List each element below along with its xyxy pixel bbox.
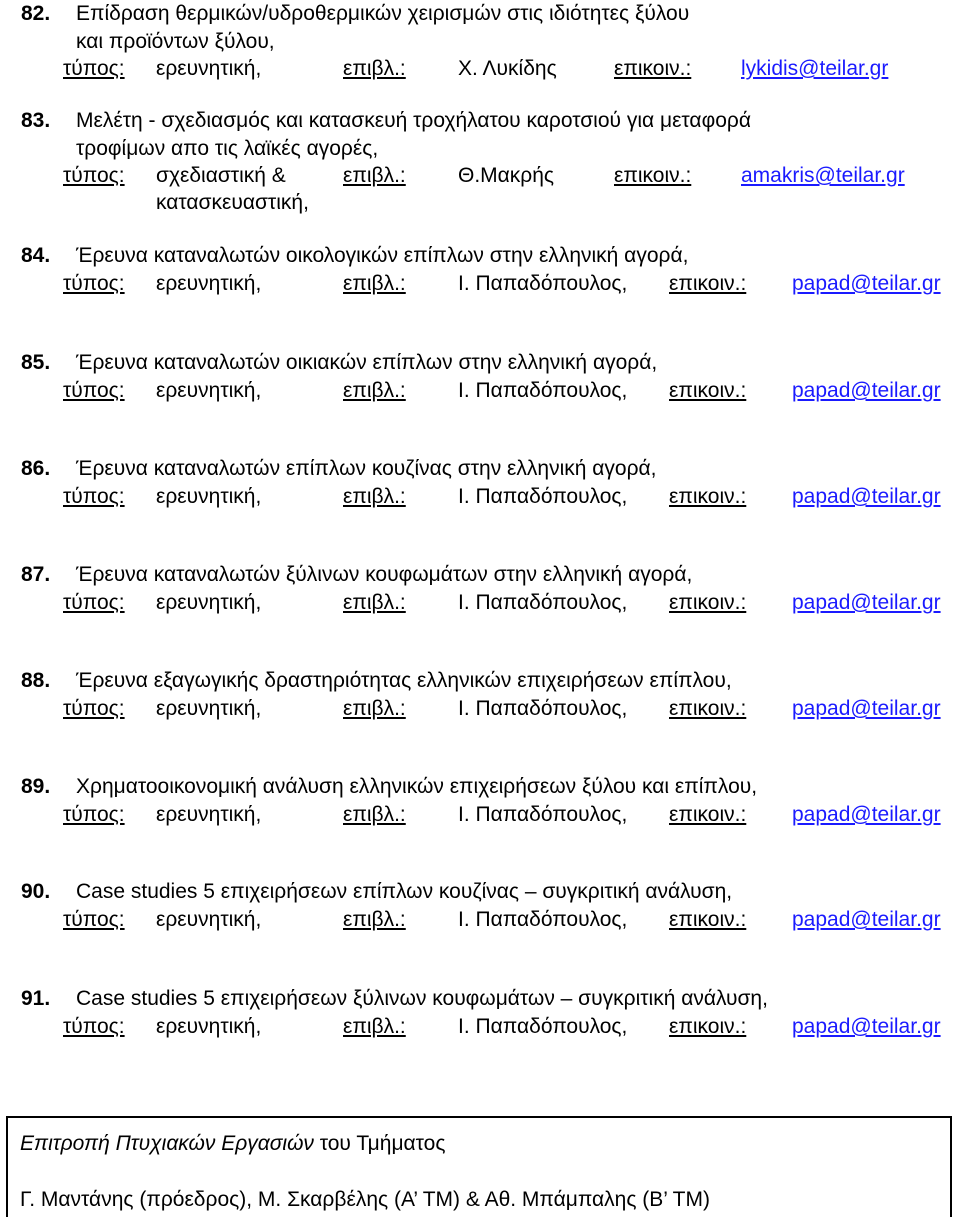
type-label: τύπος:	[63, 164, 125, 187]
entry-title: Case studies 5 επιχειρήσεων επίπλων κουζίνας – συγκριτική ανάλυση,	[76, 880, 733, 903]
contact-label: επικοιν.:	[614, 57, 692, 80]
entry-number: 90.	[21, 880, 51, 903]
email-link[interactable]: papad@teilar.gr	[792, 803, 941, 826]
supervisor-name: Ι. Παπαδόπουλος,	[458, 379, 628, 402]
type-label: τύπος:	[63, 591, 125, 614]
committee-heading	[20, 1130, 445, 1157]
supervisor-name: Θ.Μακρής	[458, 164, 555, 187]
entry-title: Case studies 5 επιχειρήσεων ξύλινων κουφωμάτων – συγκριτική ανάλυση,	[76, 987, 768, 1010]
contact-label: επικοιν.:	[669, 485, 747, 508]
email-link[interactable]: papad@teilar.gr	[792, 697, 941, 720]
committee-suffix: του Τμήματος	[313, 1132, 446, 1155]
type-label: τύπος:	[63, 697, 125, 720]
type-value: ερευνητική,	[156, 697, 262, 720]
entry-number: 84.	[21, 244, 51, 267]
entry-number: 89.	[21, 775, 51, 798]
contact-label: επικοιν.:	[669, 591, 747, 614]
entry-title-line-2: και προϊόντων ξύλου,	[76, 30, 275, 53]
entry-number: 91.	[21, 987, 51, 1010]
type-value: ερευνητική,	[156, 485, 262, 508]
supervisor-label: επιβλ.:	[343, 803, 406, 826]
type-value: ερευνητική,	[156, 591, 262, 614]
entry-title-line-1: Μελέτη - σχεδιασμός και κατασκευή τροχήλατου καροτσιού για μεταφορά	[76, 109, 751, 132]
email-link[interactable]: amakris@teilar.gr	[741, 164, 905, 187]
committee-footer	[6, 1116, 952, 1217]
supervisor-label: επιβλ.:	[343, 379, 406, 402]
contact-label: επικοιν.:	[669, 908, 747, 931]
email-link[interactable]: papad@teilar.gr	[792, 1015, 941, 1038]
email-link[interactable]: papad@teilar.gr	[792, 908, 941, 931]
type-value: ερευνητική,	[156, 908, 262, 931]
contact-label: επικοιν.:	[669, 803, 747, 826]
supervisor-name: Ι. Παπαδόπουλος,	[458, 803, 628, 826]
contact-label: επικοιν.:	[669, 1015, 747, 1038]
entry-title: Χρηματοοικονομική ανάλυση ελληνικών επιχειρήσεων ξύλου και επίπλου,	[76, 775, 758, 798]
type-label: τύπος:	[63, 379, 125, 402]
supervisor-label: επιβλ.:	[343, 591, 406, 614]
entry-title-line-2: τροφίμων απο τις λαϊκές αγορές,	[76, 137, 379, 160]
email-link[interactable]: papad@teilar.gr	[792, 379, 941, 402]
supervisor-name: Ι. Παπαδόπουλος,	[458, 908, 628, 931]
type-value: σχεδιαστική &	[156, 164, 286, 187]
supervisor-label: επιβλ.:	[343, 272, 406, 295]
type-label: τύπος:	[63, 272, 125, 295]
type-label: τύπος:	[63, 1015, 125, 1038]
type-label: τύπος:	[63, 57, 125, 80]
supervisor-label: επιβλ.:	[343, 485, 406, 508]
type-value-continued: κατασκευαστική,	[156, 191, 309, 214]
entry-number: 87.	[21, 563, 51, 586]
entry-number: 85.	[21, 351, 51, 374]
type-value: ερευνητική,	[156, 272, 262, 295]
contact-label: επικοιν.:	[614, 164, 692, 187]
supervisor-name: Ι. Παπαδόπουλος,	[458, 591, 628, 614]
entry-title: Έρευνα καταναλωτών ξύλινων κουφωμάτων στην ελληνική αγορά,	[76, 563, 693, 586]
type-label: τύπος:	[63, 803, 125, 826]
committee-name: Επιτροπή Πτυχιακών Εργασιών	[20, 1132, 314, 1155]
email-link[interactable]: papad@teilar.gr	[792, 485, 941, 508]
committee-members: Γ. Μαντάνης (πρόεδρος), Μ. Σκαρβέλης (Α’ ΤΜ) & Αθ. Μπάμπαλης (Β’ ΤΜ)	[20, 1188, 710, 1211]
entry-number: 88.	[21, 669, 51, 692]
supervisor-label: επιβλ.:	[343, 57, 406, 80]
entry-title-line-1: Επίδραση θερμικών/υδροθερμικών χειρισμών στις ιδιότητες ξύλου	[76, 2, 690, 25]
supervisor-name: Χ. Λυκίδης	[458, 57, 557, 80]
entry-number: 83.	[21, 109, 51, 132]
email-link[interactable]: lykidis@teilar.gr	[741, 57, 889, 80]
entry-title: Έρευνα καταναλωτών οικιακών επίπλων στην ελληνική αγορά,	[76, 351, 658, 374]
entry-title: Έρευνα εξαγωγικής δραστηριότητας ελληνικών επιχειρήσεων επίπλου,	[76, 669, 732, 692]
type-value: ερευνητική,	[156, 57, 262, 80]
type-label: τύπος:	[63, 485, 125, 508]
type-value: ερευνητική,	[156, 803, 262, 826]
entry-number: 86.	[21, 457, 51, 480]
email-link[interactable]: papad@teilar.gr	[792, 272, 941, 295]
supervisor-name: Ι. Παπαδόπουλος,	[458, 1015, 628, 1038]
contact-label: επικοιν.:	[669, 697, 747, 720]
supervisor-label: επιβλ.:	[343, 164, 406, 187]
supervisor-label: επιβλ.:	[343, 908, 406, 931]
supervisor-name: Ι. Παπαδόπουλος,	[458, 697, 628, 720]
email-link[interactable]: papad@teilar.gr	[792, 591, 941, 614]
supervisor-label: επιβλ.:	[343, 1015, 406, 1038]
supervisor-label: επιβλ.:	[343, 697, 406, 720]
type-value: ερευνητική,	[156, 1015, 262, 1038]
entry-title: Έρευνα καταναλωτών επίπλων κουζίνας στην ελληνική αγορά,	[76, 457, 657, 480]
supervisor-name: Ι. Παπαδόπουλος,	[458, 272, 628, 295]
entry-number: 82.	[21, 2, 51, 25]
type-label: τύπος:	[63, 908, 125, 931]
type-value: ερευνητική,	[156, 379, 262, 402]
supervisor-name: Ι. Παπαδόπουλος,	[458, 485, 628, 508]
contact-label: επικοιν.:	[669, 379, 747, 402]
entry-title: Έρευνα καταναλωτών οικολογικών επίπλων στην ελληνική αγορά,	[76, 244, 689, 267]
contact-label: επικοιν.:	[669, 272, 747, 295]
